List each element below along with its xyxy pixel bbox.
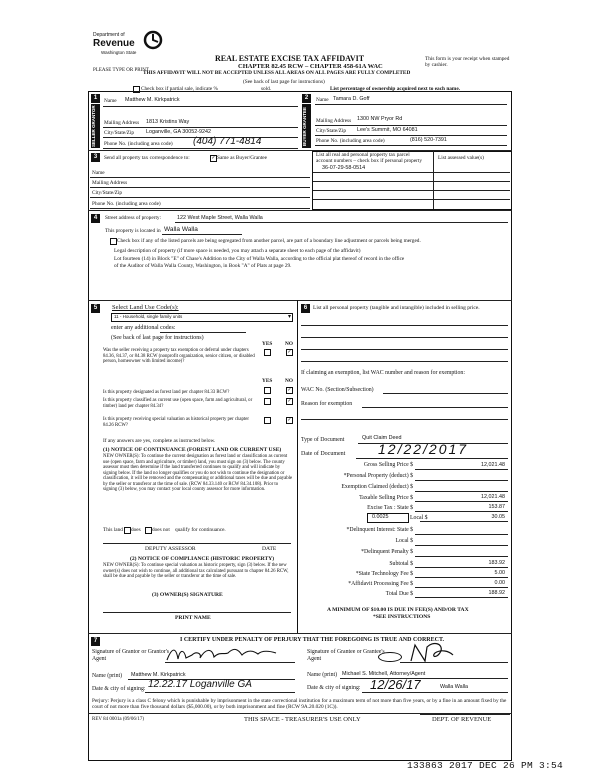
ownership-note: List percentage of ownership acquired next to each name. bbox=[330, 86, 461, 92]
exemption-question: If claiming an exemption, list WAC number and reason for exemption: bbox=[301, 370, 465, 376]
same-as-buyer-label: Same as Buyer/Grantee bbox=[217, 155, 268, 161]
section-7-number: 7 bbox=[91, 637, 100, 646]
seller-bar: SELLER GRANTOR bbox=[91, 104, 100, 148]
accept-warning: THIS AFFIDAVIT WILL NOT BE ACCEPTED UNLESS ALL AREAS ON ALL PAGES ARE FULLY COMPLETED bbox=[143, 70, 411, 76]
buyer-city-label: City/State/Zip bbox=[316, 128, 347, 134]
dor-line2: Revenue bbox=[93, 38, 135, 49]
received-stamp: 133863 2017 DEC 26 PM 3:54 bbox=[407, 760, 564, 771]
located-label: This property is located in bbox=[105, 228, 161, 234]
grantor-name: Matthew M. Kirkpatrick bbox=[131, 672, 186, 678]
q-exemption-yes[interactable] bbox=[264, 349, 271, 356]
subtotal-label: Subtotal $ bbox=[389, 561, 413, 567]
doc-date-value: 12/22/2017 bbox=[378, 441, 469, 457]
delinq-state-label: *Delinquent Interest: State $ bbox=[346, 527, 413, 533]
local-rate-box bbox=[367, 513, 409, 523]
form-number: REV 84 0001a (09/06/17) bbox=[92, 717, 144, 722]
sold-label: sold. bbox=[261, 86, 272, 92]
seller-mailing-label: Mailing Address bbox=[104, 120, 140, 126]
taxable-value: 12,021.48 bbox=[481, 494, 505, 500]
legal-line-1: Lot fourteen (14) in Block "E" of Chase's Addition to the City of Walla Walla, according to the official plat thereof of record in the office bbox=[114, 256, 405, 262]
affidavit-fee-value: 0.00 bbox=[494, 580, 505, 586]
if-yes-note: If any answers are yes, complete as instructed below. bbox=[103, 438, 216, 444]
doc-date-label: Date of Document bbox=[301, 451, 346, 457]
print-name-label: PRINT NAME bbox=[175, 615, 211, 621]
partial-sale-label: Check box if partial sale, indicate % bbox=[141, 86, 218, 92]
section-1-number: 1 bbox=[91, 94, 100, 103]
does-not-label: does not bbox=[152, 527, 170, 533]
street-value: 122 West Maple Street, Walla Walla bbox=[177, 215, 263, 221]
local-label: Local $ bbox=[410, 515, 428, 521]
grantee-name-label: Name (print) bbox=[307, 672, 338, 678]
reason-label: Reason for exemption bbox=[301, 401, 353, 407]
s3-phone-label: Phone No. (including area code) bbox=[92, 201, 161, 207]
gross-label: Gross Selling Price $ bbox=[363, 462, 413, 468]
buyer-name: Tamara D. Goff bbox=[333, 96, 370, 102]
notice1-body: NEW OWNER(S): To continue the current designation as forest land or classification as current use (open space, farm and agriculture, or timber) land, you must sign on (3) below. The county assessor must then determine if the land transferred continues to qualify and will indicate by signing below. If the land no longer qualifies or you do not wish to continue the designation or classification, it will be removed and the compensating or additional taxes will be due and payable by the seller or transferor at the time of sale. (RCW 84.33.140 or RCW 84.34.108). Prior to signing (3) below, you may contact your local county assessor for more information. bbox=[103, 454, 293, 493]
land-use-label: Select Land Use Code(s): bbox=[112, 304, 179, 311]
buyer-phone-label: Phone No. (including area code) bbox=[316, 138, 385, 144]
segregated-label: Check box if any of the listed parcels are being segregated from another parcel, are part of a boundary line adjustment or parcels being merged. bbox=[117, 238, 421, 244]
q-open-yes[interactable] bbox=[264, 398, 271, 405]
section-5-number: 5 bbox=[91, 304, 100, 313]
q-historic-yes[interactable] bbox=[264, 417, 271, 424]
form-chapter: CHAPTER 82.45 RCW – CHAPTER 458-61A WAC bbox=[238, 63, 383, 70]
buyer-mailing: 1300 NW Pryor Rd bbox=[357, 116, 403, 122]
print-note: PLEASE TYPE OR PRINT bbox=[93, 68, 149, 73]
segregated-checkbox[interactable] bbox=[110, 238, 117, 245]
personal-property-label: List all personal property (tangible and intangible) included in selling price. bbox=[313, 305, 480, 311]
notice2-title: (2) NOTICE OF COMPLIANCE (HISTORIC PROPERTY) bbox=[130, 556, 275, 562]
notice1-title: (1) NOTICE OF CONTINUANCE (FOREST LAND OR CURRENT USE) bbox=[103, 447, 282, 453]
exemption-label: Exemption Claimed (deduct) $ bbox=[341, 484, 413, 490]
dor-line3: Washington State bbox=[101, 50, 137, 55]
tech-fee-value: 5.00 bbox=[494, 570, 505, 576]
assessed-header: List assessed value(s) bbox=[438, 155, 484, 161]
additional-codes-label: enter any additional codes: bbox=[111, 325, 176, 331]
perjury-note: Perjury: Perjury is a class C felony which is punishable by imprisonment in the state correctional institution for a maximum term of not more than five years, or by a fine in an amount fixed by the court of not more than five thousand dollars ($5,000.00), or by both imprisonment and fine (RCW 9A.20.020 (1C)). bbox=[92, 698, 507, 711]
does-not-checkbox[interactable] bbox=[145, 527, 152, 534]
buyer-mailing-label: Mailing Address bbox=[316, 118, 352, 124]
q-forest: Is this property designated as forest land per chapter 84.33 RCW? bbox=[103, 390, 230, 395]
form-title: REAL ESTATE EXCISE TAX AFFIDAVIT bbox=[215, 54, 365, 63]
dor-logo bbox=[93, 30, 163, 66]
grantor-date-city: 12.22.17 Loganville GA bbox=[148, 679, 252, 690]
grantor-sig-label: Signature of Grantor or Grantor's Agent bbox=[92, 649, 170, 662]
q-historic-no[interactable]: ✓ bbox=[287, 418, 292, 423]
certify-statement: I CERTIFY UNDER PENALTY OF PERJURY THAT THE FOREGOING IS TRUE AND CORRECT. bbox=[180, 637, 445, 643]
chevron-down-icon: ▾ bbox=[287, 314, 291, 320]
legal-line-2: of the Auditor of Walla Walla County, Washington, in Book "A" of Plats at page 29. bbox=[114, 263, 292, 269]
see-back-note: (See back of last page for instructions) bbox=[243, 79, 325, 85]
seller-mailing: 1813 Kristins Way bbox=[146, 119, 190, 125]
delinq-local-label: Local $ bbox=[395, 538, 413, 544]
no-header-1: NO bbox=[285, 341, 293, 347]
parcel-number: 36-07-29-58-0514 bbox=[322, 165, 366, 171]
treasurer-note: THIS SPACE - TREASURER'S USE ONLY bbox=[244, 716, 361, 723]
section-6-number: 6 bbox=[301, 304, 310, 313]
located-value: Walla Walla bbox=[164, 226, 198, 233]
seller-name: Matthew M. Kirkpatrick bbox=[125, 97, 180, 103]
excise-local-value: 30.05 bbox=[491, 514, 505, 520]
subtotal-value: 183.92 bbox=[488, 560, 505, 566]
tech-fee-label: *State Technology Fee $ bbox=[355, 571, 413, 577]
affidavit-fee-label: *Affidavit Processing Fee $ bbox=[348, 581, 413, 587]
qualify-label: qualify for continuance. bbox=[175, 527, 226, 533]
q-exemption-no[interactable]: ✓ bbox=[287, 350, 292, 355]
deputy-assessor-label: DEPUTY ASSESSOR bbox=[145, 546, 196, 552]
section-2-number: 2 bbox=[302, 94, 311, 103]
dor-logo-icon bbox=[143, 30, 163, 50]
send-correspondence-label: Send all property tax correspondence to: bbox=[104, 155, 190, 161]
buyer-city: Lee's Summit, MO 64081 bbox=[357, 127, 418, 133]
no-header-2: NO bbox=[285, 378, 293, 384]
s3-mailing-label: Mailing Address bbox=[92, 180, 128, 186]
agent-circle bbox=[378, 652, 402, 662]
doc-type-value: Quit Claim Deed bbox=[362, 435, 402, 441]
see-instructions: *SEE INSTRUCTIONS bbox=[373, 614, 431, 620]
local-rate-value: 0.0025 bbox=[372, 514, 389, 520]
street-label: Street address of property: bbox=[105, 215, 162, 221]
total-label: Total Due $ bbox=[385, 591, 413, 597]
section-3-number: 3 bbox=[91, 153, 100, 162]
grantee-city: Walla Walla bbox=[440, 684, 469, 690]
s5-see-back: (See back of last page for instructions) bbox=[111, 335, 204, 341]
section-4-number: 4 bbox=[91, 214, 100, 223]
q-historic: Is this property receiving special valuation as historical property per chapter 84.26 RCW? bbox=[103, 417, 249, 428]
same-as-buyer-checkbox[interactable]: ✓ bbox=[211, 156, 216, 161]
notice2-body: NEW OWNER(S): To continue special valuation as historic property, sign (3) below. If the new owner(s) does not wish to continue, all additional tax calculated pursuant to chapter 84.26 RCW, shall be due and payable by the seller or transferor at the time of sale. bbox=[103, 563, 289, 580]
buyer-name-label: Name bbox=[316, 97, 329, 103]
s3-name-label: Name bbox=[92, 170, 105, 176]
seller-city-label: City/State/Zip bbox=[104, 130, 135, 136]
buyer-bar: BUYER GRANTEE bbox=[302, 104, 311, 148]
q-forest-no[interactable]: ✓ bbox=[287, 388, 292, 393]
land-use-select[interactable] bbox=[111, 313, 293, 322]
q-exemption: Was the seller receiving a property tax exemption or deferral under chapters 84.36, 84.37, or 84.38 RCW (nonprofit organization, senior citizen, or disabled person, homeowner with limited income)? bbox=[103, 348, 255, 365]
legal-label: Legal description of property (if more space is needed, you may attach a separate sheet to each page of the affidavit) bbox=[114, 248, 361, 254]
grantee-date-label: Date & city of signing: bbox=[307, 685, 361, 691]
dept-of-revenue: DEPT. OF REVENUE bbox=[432, 716, 492, 723]
grantor-name-label: Name (print) bbox=[92, 673, 123, 679]
yes-header-1: YES bbox=[262, 341, 273, 347]
seller-city: Loganville, GA 30052-9242 bbox=[146, 129, 212, 135]
does-label: does bbox=[131, 527, 141, 533]
q-open-no[interactable]: ✓ bbox=[287, 399, 292, 404]
grantee-date: 12/26/17 bbox=[370, 677, 421, 692]
wac-label: WAC No. (Section/Subsection) bbox=[301, 387, 374, 393]
excise-state-value: 153.87 bbox=[488, 504, 505, 510]
minimum-due-note: A MINIMUM OF $10.00 IS DUE IN FEE(S) AND/OR TAX bbox=[327, 607, 469, 613]
date-label: DATE bbox=[262, 546, 277, 552]
grantor-date-label: Date & city of signing: bbox=[92, 686, 146, 692]
yes-header-2: YES bbox=[262, 378, 273, 384]
parcel-header: List all real and personal property tax parcel account numbers – check box if personal property bbox=[316, 152, 423, 165]
q-forest-yes[interactable] bbox=[264, 387, 271, 394]
dor-line1: Department of bbox=[93, 32, 125, 38]
personal-label: *Personal Property (deduct) $ bbox=[343, 473, 413, 479]
delinq-penalty-label: *Delinquent Penalty $ bbox=[361, 549, 413, 555]
seller-phone: (404) 771-4814 bbox=[193, 136, 262, 147]
grantee-name: Michael S. Mitchell, Attorney/Agent bbox=[342, 671, 426, 677]
does-checkbox[interactable] bbox=[124, 527, 131, 534]
buyer-phone: (816) 520-7391 bbox=[410, 137, 447, 143]
doc-type-label: Type of Document bbox=[301, 437, 345, 443]
s3-city-label: City/State/Zip bbox=[92, 190, 123, 196]
seller-name-label: Name bbox=[104, 98, 117, 104]
total-value: 188.92 bbox=[488, 590, 505, 596]
taxable-label: Taxable Selling Price $ bbox=[359, 495, 413, 501]
owner-sig-label: (3) OWNER(S) SIGNATURE bbox=[152, 592, 223, 598]
excise-state-label: Excise Tax : State $ bbox=[367, 505, 413, 511]
land-use-value: 11 - Household, single family units bbox=[114, 314, 183, 319]
receipt-note: This form is your receipt when stamped by cashier. bbox=[425, 56, 510, 69]
this-land-label: This land bbox=[103, 527, 123, 533]
gross-value: 12,021.48 bbox=[481, 462, 505, 468]
seller-phone-label: Phone No. (including area code) bbox=[104, 141, 173, 147]
q-open: Is this property classified as current use (open space, farm and agricultural, or timber) land per chapter 84.34? bbox=[103, 398, 253, 409]
grantee-sig-label: Signature of Grantee or Grantee's Agent bbox=[307, 649, 385, 662]
